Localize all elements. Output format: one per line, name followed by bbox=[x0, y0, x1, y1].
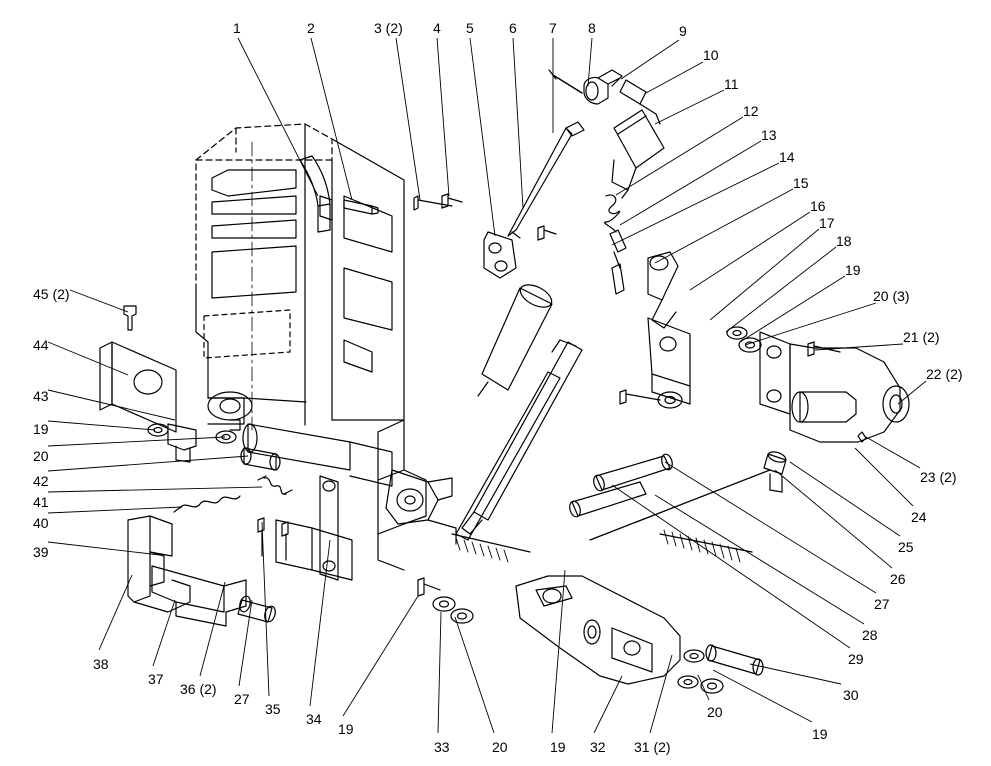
callout-number: 19 bbox=[338, 721, 354, 737]
callout-number: 25 bbox=[898, 539, 914, 555]
callout-number: 20 bbox=[707, 704, 723, 720]
callout-number: 34 bbox=[306, 711, 322, 727]
callout-number: 19 bbox=[845, 262, 861, 278]
callout-number: 13 bbox=[761, 127, 777, 143]
leader-line bbox=[898, 381, 926, 404]
callout-number: 41 bbox=[33, 494, 49, 510]
leader-line bbox=[646, 62, 703, 93]
leader-line bbox=[99, 575, 132, 650]
callout-number: 20 (3) bbox=[873, 288, 910, 304]
callout-number: 24 bbox=[911, 509, 927, 525]
leader-line bbox=[48, 421, 155, 430]
leader-line bbox=[48, 437, 225, 446]
leader-line bbox=[594, 676, 622, 733]
leader-line bbox=[616, 117, 743, 195]
callout-number: 27 bbox=[234, 691, 250, 707]
callout-number: 32 bbox=[590, 739, 606, 755]
leader-line bbox=[239, 600, 252, 686]
callout-number: 19 bbox=[33, 421, 49, 437]
leader-line bbox=[153, 600, 175, 666]
callout-number: 22 (2) bbox=[926, 366, 963, 382]
callout-number: 30 bbox=[843, 687, 859, 703]
callout-number: 14 bbox=[779, 149, 795, 165]
leader-line bbox=[621, 40, 679, 79]
leader-line bbox=[710, 229, 819, 320]
callout-number: 20 bbox=[492, 739, 508, 755]
callout-number: 5 bbox=[466, 20, 474, 36]
callout-number: 8 bbox=[588, 20, 596, 36]
leader-line bbox=[238, 38, 318, 196]
callout-number: 33 bbox=[434, 739, 450, 755]
leader-line bbox=[343, 596, 418, 716]
leader-line bbox=[655, 495, 864, 624]
callout-number: 21 (2) bbox=[903, 329, 940, 345]
callout-number: 43 bbox=[33, 388, 49, 404]
callout-number: 31 (2) bbox=[634, 739, 671, 755]
leader-line bbox=[750, 664, 841, 684]
callout-number: 15 bbox=[793, 175, 809, 191]
callout-number: 6 bbox=[509, 20, 517, 36]
leader-line bbox=[855, 448, 913, 506]
callout-number: 7 bbox=[549, 20, 557, 36]
callout-number: 12 bbox=[743, 103, 759, 119]
callout-number: 35 bbox=[265, 701, 281, 717]
callout-number: 19 bbox=[550, 739, 566, 755]
callout-number: 1 bbox=[233, 20, 241, 36]
leader-line bbox=[470, 38, 495, 236]
callout-number: 44 bbox=[33, 337, 49, 353]
callout-number: 17 bbox=[819, 215, 835, 231]
leader-line bbox=[790, 462, 900, 536]
leader-line bbox=[713, 670, 812, 722]
callout-number: 26 bbox=[890, 571, 906, 587]
leader-line bbox=[48, 542, 160, 555]
callout-number: 19 bbox=[812, 726, 828, 742]
callout-number: 9 bbox=[679, 23, 687, 39]
callout-number: 38 bbox=[93, 656, 109, 672]
callout-number: 4 bbox=[433, 20, 441, 36]
leader-line bbox=[200, 582, 225, 676]
leader-line bbox=[262, 522, 269, 696]
callout-number: 28 bbox=[862, 627, 878, 643]
callout-number: 42 bbox=[33, 473, 49, 489]
leader-line bbox=[866, 437, 920, 468]
leader-line bbox=[438, 612, 441, 733]
callout-number: 39 bbox=[33, 544, 49, 560]
callout-number: 11 bbox=[724, 76, 739, 92]
callout-number: 18 bbox=[836, 233, 852, 249]
callout-number: 27 bbox=[874, 596, 890, 612]
callout-number: 3 (2) bbox=[374, 20, 403, 36]
callout-number: 23 (2) bbox=[920, 469, 957, 485]
leader-line bbox=[745, 303, 876, 345]
leader-line bbox=[612, 485, 850, 648]
leader-line bbox=[620, 141, 761, 225]
leader-line bbox=[513, 38, 523, 208]
callout-number: 20 bbox=[33, 448, 49, 464]
leader-line bbox=[650, 655, 672, 733]
callout-number: 36 (2) bbox=[180, 681, 217, 697]
leader-line bbox=[48, 507, 182, 513]
callout-number: 29 bbox=[848, 651, 864, 667]
leader-line bbox=[726, 247, 836, 332]
leader-line bbox=[655, 90, 724, 124]
leader-line bbox=[437, 38, 449, 196]
leader-line bbox=[655, 189, 793, 263]
leader-line bbox=[612, 163, 779, 245]
leader-line bbox=[455, 617, 494, 733]
leader-line bbox=[48, 487, 262, 492]
leader-line bbox=[552, 570, 565, 733]
leader-line bbox=[48, 342, 128, 375]
callout-number: 37 bbox=[148, 671, 164, 687]
callout-number: 40 bbox=[33, 515, 49, 531]
leader-line bbox=[396, 38, 420, 200]
leader-line bbox=[48, 456, 248, 471]
callout-number: 10 bbox=[703, 47, 719, 63]
callout-number: 45 (2) bbox=[33, 286, 70, 302]
leader-line bbox=[70, 290, 128, 312]
callout-number: 16 bbox=[810, 198, 826, 214]
callout-number: 2 bbox=[307, 20, 315, 36]
